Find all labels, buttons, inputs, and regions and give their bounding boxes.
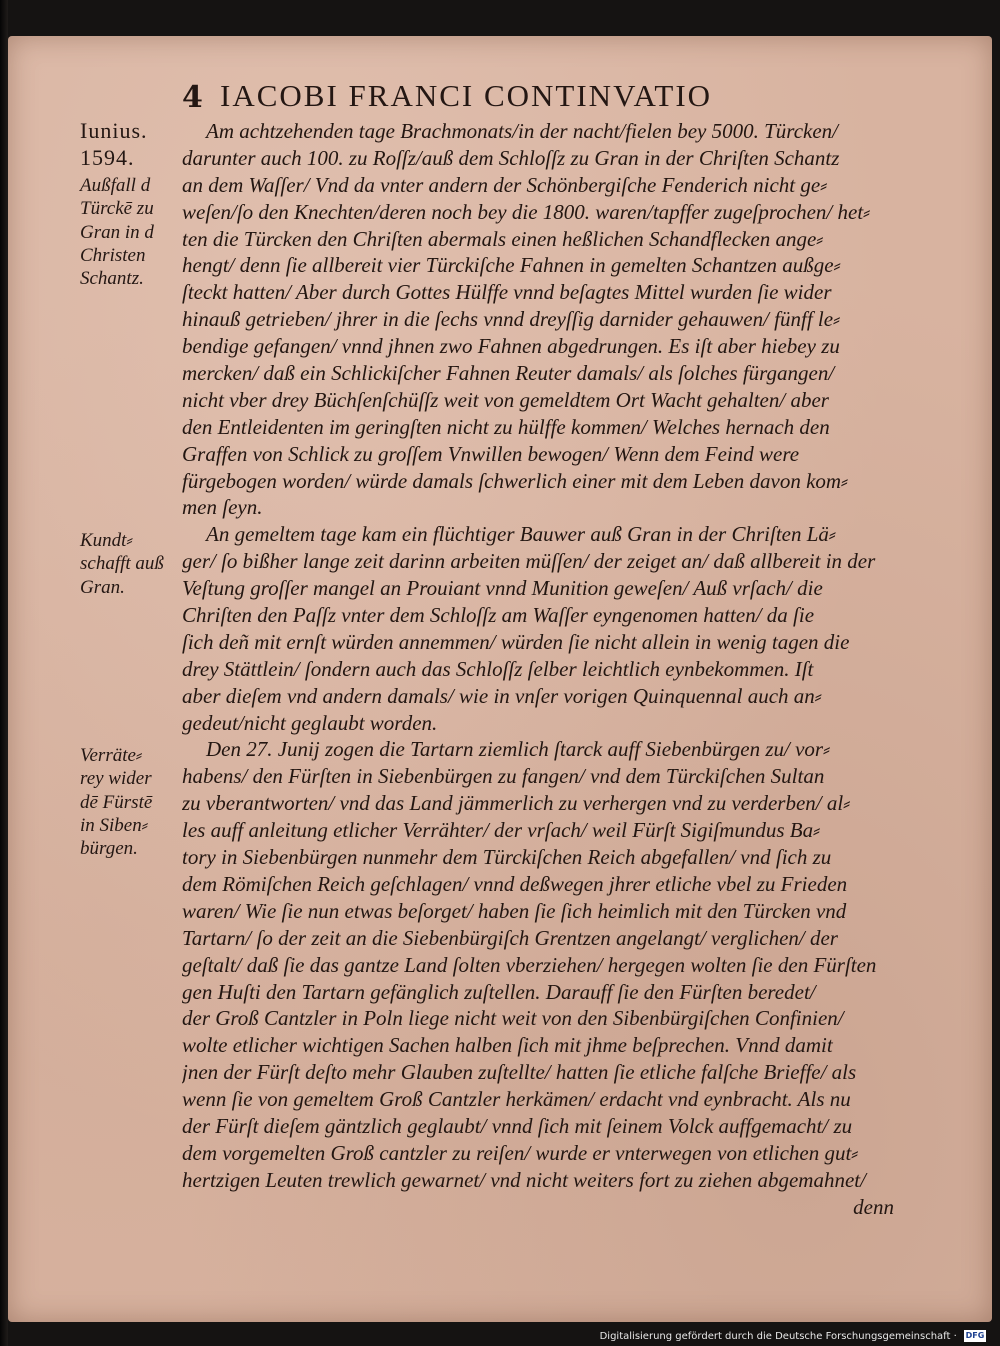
text-line: an dem Waſſer/ Vnd da vnter andern der Schönbergiſche Fenderich nicht ge⸗ xyxy=(182,172,828,197)
margin-note-intelligence xyxy=(80,529,176,599)
body-text xyxy=(182,118,902,1221)
digitization-credit xyxy=(600,1330,986,1344)
text-line: hertzigen Leuten trewlich gewarnet/ vnd nicht weiters fort zu ziehen abgemahnet/ xyxy=(182,1167,866,1192)
text-line: gedeut/nicht geglaubt worden. xyxy=(182,710,438,735)
text-line: Am achtzehenden tage Brachmonats/in der nacht/fielen bey 5000. Türcken/ xyxy=(206,119,838,143)
text-line: hinauß getrieben/ jhrer in die ſechs vnnd dreyſſig darnider gehauwen/ fünff le⸗ xyxy=(182,307,841,332)
margin-note-line: Iunius. xyxy=(80,118,148,143)
text-line: Tartarn/ ſo der zeit an die Siebenbürgiſch Grentzen angelangt/ verglichen/ der xyxy=(182,925,838,950)
book-binding-edge xyxy=(0,0,8,1346)
text-line: dem Römiſchen Reich geſchlagen/ vnnd deßwegen jhrer etliche vbel zu Frieden xyxy=(182,871,848,896)
page-number: 4 xyxy=(182,80,203,115)
text-line: ten die Türcken den Chriſten abermals einen heßlichen Schandflecken ange⸗ xyxy=(182,226,824,251)
text-line: fürgebogen worden/ würde damals ſchwerlich einer mit dem Leben davon kom⸗ xyxy=(182,468,849,493)
text-line: les auff anleitung etlicher Verrähter/ der vrſach/ weil Fürſt Sigiſmundus Ba⸗ xyxy=(182,818,821,843)
text-line: weſen/ſo den Knechten/deren noch bey die 1800. waren/tapffer zugeſprochen/ het⸗ xyxy=(182,199,871,224)
text-line: ſich deñ mit ernſt würden annemmen/ würden ſie nicht allein in wenig tagen die xyxy=(182,629,850,654)
margin-note-line: Schantz. xyxy=(80,268,144,290)
margin-note-line: bürgen. xyxy=(80,838,138,860)
margin-note-line: Außfall d xyxy=(80,175,151,196)
text-line: der Groß Cantzler in Poln liege nicht weit von den Sibenbürgiſchen Confinien/ xyxy=(182,1006,844,1031)
text-line: geſtalt/ daß ſie das gantze Land ſolten vberziehen/ hergegen wolten ſie den Fürſten xyxy=(182,952,877,977)
catchword: denn xyxy=(853,1194,894,1219)
text-line: Veſtung groſſer mangel an Prouiant vnnd Munition geweſen/ Auß vrſach/ die xyxy=(182,576,823,601)
margin-note-line: rey wider xyxy=(80,768,152,790)
text-line: Den 27. Junij zogen die Tartarn ziemlich ſtarck auff Siebenbürgen zu/ vor⸗ xyxy=(206,737,831,762)
margin-note-sally xyxy=(80,174,176,290)
text-line: aber dieſem vnd andern damals/ wie in vnſer vorigen Quinquennal auch an⸗ xyxy=(182,683,822,708)
margin-note-line: Kundt⸗ xyxy=(80,530,133,551)
text-line: dem vorgemelten Groß cantzler zu reiſen/ wurde er vnterwegen von etlichen gut⸗ xyxy=(182,1140,859,1165)
text-line: drey Stättlein/ ſondern auch das Schloſſz ſelber leichtlich eynbekommen. Iſt xyxy=(182,656,814,681)
margin-note-line: Türckē zu xyxy=(80,198,154,220)
margin-note-date xyxy=(80,119,176,170)
text-line: waren/ Wie ſie nun etwas beſorget/ haben ſie ſich heimlich mit den Türcken vnd xyxy=(182,898,847,923)
margin-note-treason xyxy=(80,744,176,860)
text-line: ſteckt hatten/ Aber durch Gottes Hülffe vnnd beſagtes Mittel wurden ſie wider xyxy=(182,280,832,305)
text-line: bendige gefangen/ vnnd jhnen zwo Fahnen abgedrungen. Es iſt aber hiebey zu xyxy=(182,334,840,359)
text-line: den Entleidenten im geringſten nicht zu hülffe kommen/ Welches hernach den xyxy=(182,414,830,439)
text-line: An gemeltem tage kam ein flüchtiger Bauwer auß Gran in der Chriſten Lä⸗ xyxy=(206,522,836,547)
text-line: tory in Siebenbürgen nunmehr dem Türckiſchen Reich abgefallen/ vnd ſich zu xyxy=(182,845,832,870)
dfg-logo-icon: DFG xyxy=(965,1331,985,1340)
text-line: habens/ den Fürſten in Siebenbürgen zu fangen/ vnd dem Türckiſchen Sultan xyxy=(182,764,825,789)
margin-note-line: in Siben⸗ xyxy=(80,814,149,836)
text-line: mercken/ daß ein Schlickiſcher Fahnen Reuter damals/ als ſolches fürgangen/ xyxy=(182,361,835,386)
margin-note-line: 1594. xyxy=(80,145,135,171)
text-line: Chriſten den Paſſz vnter dem Schloſſz am Waſſer eyngenomen hatten/ da ſie xyxy=(182,603,815,628)
margin-note-line: dē Fürstē xyxy=(80,791,153,813)
text-line: der Fürſt dieſem gäntzlich geglaubt/ vnnd ſich mit ſeinem Volck auffgemacht/ zu xyxy=(182,1113,853,1138)
credit-text: Digitalisierung gefördert durch die Deutsche Forschungsgemeinschaft xyxy=(599,1331,951,1342)
text-line: jnen der Fürſt deſto mehr Glauben zuſtellte/ hatten ſie etliche falſche Brieffe/ als xyxy=(182,1060,857,1085)
text-line: wenn ſie von gemeltem Groß Cantzler herkämen/ erdacht vnd eynbracht. Als nu xyxy=(182,1087,851,1112)
text-line: zu vberantworten/ vnd das Land jämmerlich zu verhergen vnd zu verderben/ al⸗ xyxy=(182,791,851,816)
text-line: wolte etlicher wichtigen Sachen halben ſich mit jhme beſprechen. Vnnd damit xyxy=(182,1033,833,1058)
margin-note-line: Gran in d xyxy=(80,221,154,243)
text-line: men ſeyn. xyxy=(182,495,263,520)
page-header xyxy=(182,80,882,120)
text-line: gen Huſti den Tartarn gefänglich zuſtellen. Darauff ſie den Fürſten beredet/ xyxy=(182,979,816,1004)
text-line: darunter auch 100. zu Roſſz/auß dem Schloſſz zu Gran in der Chriſten Schantz xyxy=(182,145,840,170)
running-head: IACOBI FRANCI CONTINVATIO xyxy=(220,78,713,113)
text-line: nicht vber drey Büchſenſchüſſz weit von gemeldtem Ort Wacht gehalten/ aber xyxy=(182,387,829,412)
margin-note-line: schafft auß xyxy=(80,553,164,575)
credit-separator: · xyxy=(953,1331,960,1342)
margin-note-line: Verräte⸗ xyxy=(80,745,143,766)
text-line: Graffen von Schlick zu groſſem Vnwillen bewogen/ Wenn dem Feind were xyxy=(182,441,800,466)
margin-note-line: Gran. xyxy=(80,576,125,598)
text-line: ger/ ſo bißher lange zeit darinn arbeiten müſſen/ der zeiget an/ daß allbereit in der xyxy=(182,549,876,574)
text-line: hengt/ denn ſie allbereit vier Türckiſche Fahnen in gemelten Schantzen außge⸗ xyxy=(182,253,841,278)
margin-note-line: Christen xyxy=(80,244,146,266)
